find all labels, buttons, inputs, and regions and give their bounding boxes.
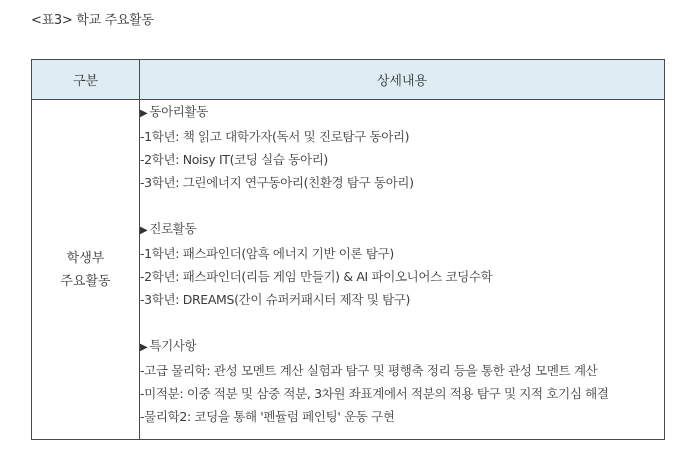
- section-title-text: 특기사항: [149, 338, 197, 353]
- header-category: 구분: [32, 60, 140, 100]
- section-title-text: 진로활동: [149, 221, 197, 236]
- category-cell: [32, 100, 140, 440]
- triangle-right-icon: ▶: [140, 225, 148, 236]
- section-club-activities: [140, 100, 664, 194]
- section-career-activities: [140, 217, 664, 311]
- list-item: -미적분: 이중 적분 및 삼중 적분, 3차원 좌표계에서 적분의 적용 탐구 및 지적 호기심 해결: [140, 386, 609, 401]
- triangle-right-icon: ▶: [140, 342, 148, 353]
- section-title: [140, 100, 664, 125]
- table-row: [32, 100, 665, 440]
- section-special-notes: [140, 334, 664, 428]
- section-title: [140, 334, 664, 359]
- list-item: -3학년: DREAMS(간이 슈퍼커패시터 제작 및 탐구): [140, 292, 411, 307]
- table-header-row: [32, 60, 665, 100]
- list-item: -3학년: 그린에너지 연구동아리(친환경 탐구 동아리): [140, 175, 414, 190]
- category-line: 학생부: [66, 250, 105, 266]
- list-item: -1학년: 패스파인더(암흑 에너지 기반 이론 탐구): [140, 246, 394, 261]
- category-line: 주요활동: [60, 273, 111, 289]
- section-spacer: [140, 194, 664, 217]
- list-item: -2학년: 패스파인더(리듬 게임 만들기) & AI 파이오니어스 코딩수학: [140, 269, 493, 284]
- section-spacer: [140, 311, 664, 334]
- header-details: 상세내용: [140, 60, 665, 100]
- activities-table: [31, 59, 665, 440]
- list-item: -1학년: 책 읽고 대학가자(독서 및 진로탐구 동아리): [140, 129, 410, 144]
- details-cell: [140, 100, 665, 440]
- table-caption: <표3> 학교 주요활동: [31, 13, 154, 28]
- list-item: -고급 물리학: 관성 모멘트 계산 실험과 탐구 및 평행축 정리 등을 통한 관성 모멘트 계산: [140, 363, 598, 378]
- list-item: -물리학2: 코딩을 통해 '펜듈럼 페인팅' 운동 구현: [140, 409, 395, 424]
- section-title-text: 동아리활동: [149, 104, 208, 119]
- section-title: [140, 217, 664, 242]
- triangle-right-icon: ▶: [140, 108, 148, 119]
- list-item: -2학년: Noisy IT(코딩 실습 동아리): [140, 152, 328, 167]
